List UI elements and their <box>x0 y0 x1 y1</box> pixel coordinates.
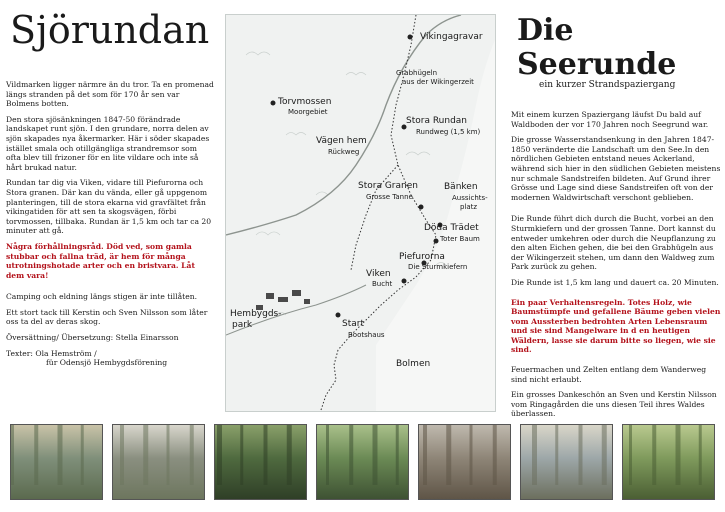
map-graphic <box>226 15 496 412</box>
label-piefurorna: Piefurorna <box>399 252 445 262</box>
subtitle-german: ein kurzer Strandspaziergang <box>539 80 676 90</box>
rules-red-text: Några förhållningsråd. Död ved, som gamla stubbar och fallna träd, är hem för många utrotningshotade arter och en bristvara. Låt dem vara! <box>6 241 195 280</box>
left-column <box>6 8 214 374</box>
label-aussichtsplatz-1: Aussichts- <box>452 194 488 202</box>
route-paragraph: Rundan tar dig via Viken, vidare till Piefurorna och Stora granen. Där kan du vända, eller gå uppgenom planteringen, till de stora ekarna vid gravfältet från vikingatiden för att sen ta skogsvägen, förbi torvmossen, tillbaka. Rundan är 1,5 km och tar ca 20 minuter att gå. <box>6 178 212 236</box>
label-vagen-hem: Vägen hem <box>316 136 367 146</box>
label-vikingagravar: Vikingagravar <box>420 32 483 42</box>
history-paragraph-de: Die grosse Wasserstandsenkung in den Jahren 1847-1850 veränderte die Landschaft um den See.In den nördlichen Gebieten entstand neues Ackerland, während sich hier in den südlichen Gebieten meistens nur schmale Sandstreifen bildeten. Auf Grund ihrer Grösse und Lage sind diese Sandstreifen oft von der modernen Waldwirtschaft verschont geblieben. <box>511 135 721 202</box>
trail-map <box>225 14 496 412</box>
photo-lake-shore <box>520 424 613 500</box>
label-bucht: Bucht <box>372 280 393 288</box>
title-swedish: Sjörundan <box>10 8 210 52</box>
label-torvmossen: Torvmossen <box>278 97 332 107</box>
label-bootshaus: Bootshaus <box>348 331 385 339</box>
label-start: Start <box>342 319 364 329</box>
photo-forest-trees <box>316 424 409 500</box>
label-aussichtsplatz-2: platz <box>460 203 478 211</box>
label-rundweg: Rundweg (1,5 km) <box>416 128 481 136</box>
history-paragraph: Den stora sjösänkningen 1847-50 förändrade landskapet runt sjön. I den grundare, norra delen av sjön skapades nya åkermarker. Här i söder skapades istället smala och otillgängliga strandremsor som ofta blev till frizoner för en lite vildare och inte så hårt brukad natur. <box>6 114 210 172</box>
label-viken: Viken <box>366 269 391 279</box>
intro-paragraph: Vildmarken ligger närmre än du tror. Ta en promenad längs stranden på det som för 170 år sen var Bolmens botten. <box>6 80 214 109</box>
translation-credit: Översättning/ Übersetzung: Stella Einarsson <box>6 333 179 343</box>
thanks-text-de: Ein grosses Dankeschön an Sven und Kerstin Nilsson vom Ringagården die uns diesen Teil ihres Waldes überlassen. <box>511 390 717 419</box>
thanks-text: Ett stort tack till Kerstin och Sven Nilsson som låter oss ta del av deras skog. <box>6 307 208 327</box>
label-grabhugeln-2: aus der Wikingerzeit <box>402 78 474 86</box>
label-toter-baum: Toter Baum <box>440 235 480 243</box>
route-paragraph-de: Die Runde führt dich durch die Bucht, vorbei an den Sturmkiefern und der grossen Tanne. Dort kannst du entweder umkehren oder durch die Neupflanzung zu den alten Eichen gehen, die bei den Grabhügeln aus der Wikingerzeit stehen, um dann den Waldweg zum Park zurück zu gehen. <box>511 214 716 272</box>
title-german: Die Seerunde <box>517 13 677 82</box>
label-ruckweg: Rückweg <box>328 148 360 156</box>
duration-paragraph-de: Die Runde ist 1,5 km lang und dauert ca. 20 Minuten. <box>511 277 719 287</box>
texts-credit-line1: Texter: Ola Hemström / <box>6 348 97 358</box>
label-hembygdspark-2: park <box>232 320 253 330</box>
label-stora-granen: Stora Granen <box>358 181 418 191</box>
label-moorgebiet: Moorgebiet <box>288 108 328 116</box>
park-buildings <box>256 290 310 310</box>
right-column <box>511 8 721 425</box>
texts-credit-line2: für Odensjö Hembygdsförening <box>46 358 168 368</box>
label-grabhugeln-1: Grabhügeln <box>396 69 438 77</box>
label-grosse-tanne: Grosse Tanne <box>366 193 413 201</box>
photo-strip <box>10 424 715 500</box>
label-doda-tradet: Döda Trädet <box>424 223 479 233</box>
label-banken: Bänken <box>444 182 478 192</box>
photo-forest-path <box>214 424 307 500</box>
rules-red-text-de: Ein paar Verhaltensregeln. Totes Holz, wie Baumstümpfe und gefallene Bäume geben vielen vom Aussterben bedrohten Arten Lebensraum und sie sind Mangelware in d en heutigen Wäldern, lasse sie darum bitte so liegen, wie sie sind. <box>511 297 721 355</box>
label-stora-rundan: Stora Rundan <box>406 116 468 126</box>
photo-tree-roots <box>10 424 103 500</box>
label-hembygdspark-1: Hembygds- <box>230 309 282 319</box>
camping-text: Camping och eldning längs stigen är inte tillåten. <box>6 292 198 302</box>
photo-deadwood-shore <box>418 424 511 500</box>
photo-tree-trunk <box>112 424 205 500</box>
fire-rules-de: Feuermachen und Zelten entlang dem Wanderweg sind nicht erlaubt. <box>511 365 707 384</box>
label-bolmen: Bolmen <box>396 359 431 369</box>
photo-woodland-clearing <box>622 424 715 500</box>
label-sturmkiefern: Die Sturmkiefern <box>408 263 468 271</box>
intro-paragraph-de: Mit einem kurzen Spaziergang läufst Du bald auf Waldboden der vor 170 Jahren noch Seegrund war. <box>511 110 709 129</box>
